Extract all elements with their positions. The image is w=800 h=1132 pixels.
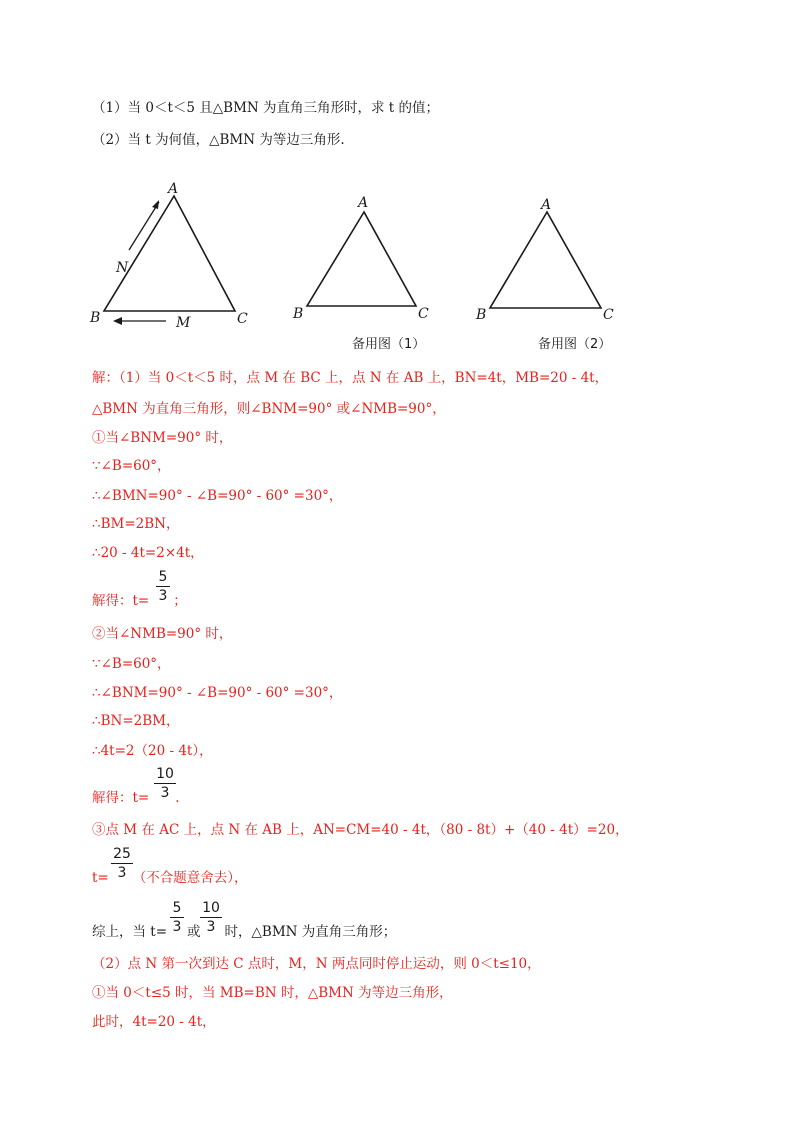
vertex-label-c: C xyxy=(237,311,248,327)
fraction-5-3-summary: 5 3 xyxy=(170,900,184,935)
spare-figure-2 xyxy=(472,193,622,328)
solution-line-10: ∵∠B=60°， xyxy=(92,656,171,672)
spare-figure-2-caption: 备用图（2） xyxy=(538,337,612,352)
solution-line-17: 综上，当 t= 或 时，△BMN 为直角三角形； xyxy=(92,924,397,940)
solution-line-8: 解得：t= ； xyxy=(92,593,187,609)
solution-line-7: ∴20 - 4t=2×4t， xyxy=(92,545,204,561)
main-triangle-figure xyxy=(85,180,255,335)
arrow-n-head xyxy=(152,200,159,209)
solution-line-20: 此时，4t=20 - 4t， xyxy=(92,1014,216,1030)
vertex-label-b: B xyxy=(90,310,101,326)
arrow-m-head xyxy=(113,317,122,325)
fraction-10-3-summary: 10 3 xyxy=(200,900,222,935)
solution-line-4: ∵∠B=60°， xyxy=(92,458,171,474)
solution-line-13: ∴4t=2（20 - 4t）， xyxy=(92,743,213,759)
fraction-25-3: 25 3 xyxy=(111,846,133,881)
spare-figure-1 xyxy=(290,193,435,328)
vertex-label-b: B xyxy=(293,306,304,322)
question-part-2: （2）当 t 为何值，△BMN 为等边三角形. xyxy=(92,132,345,148)
triangle-abc xyxy=(104,196,235,311)
spare-figure-1-caption: 备用图（1） xyxy=(352,337,426,352)
triangle-abc-spare-2 xyxy=(490,212,601,308)
fraction-10-3: 10 3 xyxy=(154,766,176,801)
arrow-n-to-a xyxy=(129,202,159,250)
solution-line-11: ∴∠BNM=90° - ∠B=90° - 60° =30°， xyxy=(92,685,343,701)
solution-line-19: ①当 0＜t≤5 时，当 MB=BN 时，△BMN 为等边三角形， xyxy=(92,985,453,1001)
vertex-label-c: C xyxy=(418,306,429,322)
solution-line-3: ①当∠BNM=90° 时， xyxy=(92,430,233,446)
triangle-abc-spare-1 xyxy=(307,212,416,306)
solution-line-2: △BMN 为直角三角形，则∠BNM=90° 或∠NMB=90°， xyxy=(92,401,446,417)
fraction-5-3: 5 3 xyxy=(156,569,170,604)
point-label-n: N xyxy=(116,260,129,276)
vertex-label-b: B xyxy=(476,307,487,323)
solution-line-16: t= （不合题意舍去）， xyxy=(92,870,248,886)
solution-line-5: ∴∠BMN=90° - ∠B=90° - 60° =30°， xyxy=(92,488,343,504)
solution-line-6: ∴BM=2BN， xyxy=(92,516,180,532)
solution-line-15: ③点 M 在 AC 上，点 N 在 AB 上，AN=CM=40 - 4t，（80 - 8t）+（40 - 4t）=20， xyxy=(92,822,629,838)
vertex-label-a: A xyxy=(168,181,179,197)
vertex-label-a: A xyxy=(358,195,369,211)
question-part-1: （1）当 0＜t＜5 且△BMN 为直角三角形时，求 t 的值； xyxy=(92,100,440,116)
solution-line-9: ②当∠NMB=90° 时， xyxy=(92,626,233,642)
solution-line-1: 解：（1）当 0＜t＜5 时，点 M 在 BC 上，点 N 在 AB 上，BN=4t，MB=20 - 4t， xyxy=(92,370,609,386)
point-label-m: M xyxy=(176,315,191,331)
solution-line-12: ∴BN=2BM， xyxy=(92,713,180,729)
vertex-label-a: A xyxy=(541,197,552,213)
solution-line-18: （2）点 N 第一次到达 C 点时，M，N 两点同时停止运动，则 0＜t≤10， xyxy=(92,956,541,972)
solution-line-14: 解得：t= . xyxy=(92,790,180,806)
vertex-label-c: C xyxy=(603,307,614,323)
